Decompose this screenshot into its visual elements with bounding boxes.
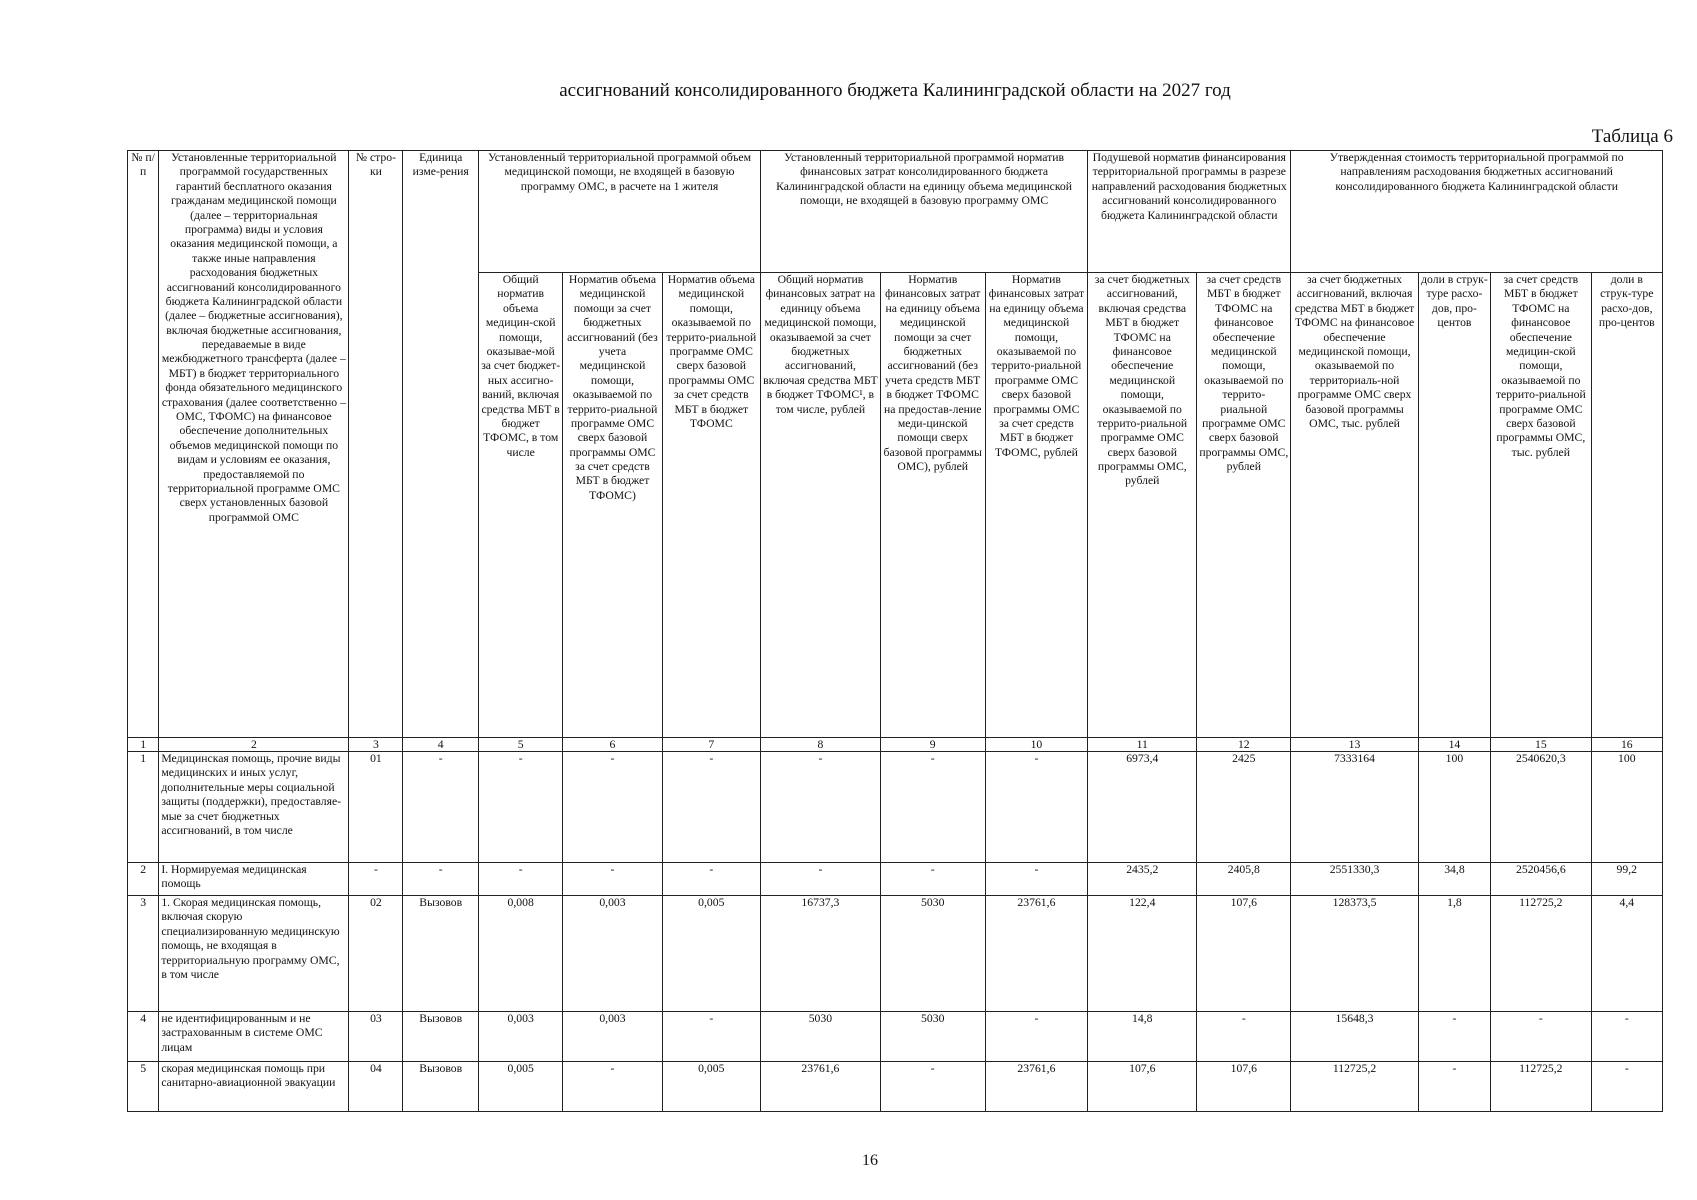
column-number: 10 — [985, 738, 1088, 752]
row-cell: 23761,6 — [760, 1062, 880, 1112]
header-col-5: Общий норматив объема медицин-ской помощи, оказывае-мой за счет бюджет-ных ассигно-ваний, включая средства МБТ в бюджет ТФОМС, в том числе — [479, 273, 563, 738]
row-cell: 0,005 — [662, 896, 760, 1012]
row-cell: - — [1418, 1062, 1490, 1112]
header-group-cost: Установленный территориальной программой норматив финансовых затрат консолидированного бюджета Калининградской области на единицу объема медицинской помощи, не входящей в базовую программу ОМС — [760, 151, 1087, 273]
row-cell: - — [1418, 1012, 1490, 1062]
row-cell: 2425 — [1197, 752, 1291, 863]
row-cell: 128373,5 — [1291, 896, 1418, 1012]
row-cell: - — [563, 863, 662, 896]
row-cell: 34,8 — [1418, 863, 1490, 896]
row-cell: - — [880, 863, 985, 896]
table-label: Таблица 6 — [1591, 126, 1673, 147]
budget-table — [127, 150, 1663, 1112]
row-cell: - — [662, 1012, 760, 1062]
table-row — [128, 1062, 1663, 1112]
row-cell: 100 — [1591, 752, 1662, 863]
table-row — [128, 896, 1663, 1012]
row-unit: Вызовов — [403, 896, 479, 1012]
column-number: 15 — [1491, 738, 1591, 752]
header-col-9: Норматив финансовых затрат на единицу объема медицинской помощи за счет бюджетных ассигнований (без учета средств МБТ в бюджет ТФОМС на предостав-ление меди-цинской помощи сверх базовой программы ОМС), рублей — [880, 273, 985, 738]
header-col-number: № п/п — [128, 151, 159, 738]
row-cell: - — [760, 863, 880, 896]
row-number: 5 — [128, 1062, 159, 1112]
row-cell: 2551330,3 — [1291, 863, 1418, 896]
header-col-15: за счет средств МБТ в бюджет ТФОМС на финансовое обеспечение медицин-ской помощи, оказываемой по террито-риальной программе ОМС сверх базовой программы ОМС, тыс. рублей — [1491, 273, 1591, 738]
row-cell: 112725,2 — [1491, 1062, 1591, 1112]
row-cell: 14,8 — [1088, 1012, 1197, 1062]
table-row — [128, 752, 1663, 863]
header-col-16: доли в струк-туре расхо-дов, про-центов — [1591, 273, 1662, 738]
header-group-total: Утвержденная стоимость территориальной программой по направлениям расходования бюджетных ассигнований консолидированного бюджета Калининградской области — [1291, 151, 1663, 273]
row-cell: 5030 — [880, 896, 985, 1012]
row-cell: 0,003 — [563, 1012, 662, 1062]
column-number-row — [128, 738, 1663, 752]
row-cell: - — [479, 863, 563, 896]
table-row — [128, 863, 1663, 896]
row-cell: 23761,6 — [985, 1062, 1088, 1112]
row-cell: 4,4 — [1591, 896, 1662, 1012]
row-cell: - — [880, 1062, 985, 1112]
row-cell: - — [563, 752, 662, 863]
row-cell: 15648,3 — [1291, 1012, 1418, 1062]
row-cell: 99,2 — [1591, 863, 1662, 896]
row-cell: - — [1591, 1012, 1662, 1062]
row-cell: - — [880, 752, 985, 863]
row-cell: - — [985, 1012, 1088, 1062]
row-cell: 107,6 — [1197, 896, 1291, 1012]
row-cell: 107,6 — [1088, 1062, 1197, 1112]
row-number: 2 — [128, 863, 159, 896]
row-cell: 112725,2 — [1491, 896, 1591, 1012]
row-description: Медицинская помощь, прочие виды медицинских и иных услуг, дополнительные меры социальной защиты (поддержки), предоставляе-мые за счет бюджетных ассигнований, в том числе — [159, 752, 349, 863]
row-cell: 16737,3 — [760, 896, 880, 1012]
row-cell: 0,003 — [563, 896, 662, 1012]
column-number: 4 — [403, 738, 479, 752]
row-cell: 23761,6 — [985, 896, 1088, 1012]
row-cell: 107,6 — [1197, 1062, 1291, 1112]
row-line: 04 — [349, 1062, 403, 1112]
column-number: 13 — [1291, 738, 1418, 752]
column-number: 2 — [159, 738, 349, 752]
row-cell: 2435,2 — [1088, 863, 1197, 896]
row-line: - — [349, 863, 403, 896]
column-number: 8 — [760, 738, 880, 752]
header-group-percapita: Подушевой норматив финансирования территориальной программы в разрезе направлений расходования бюджетных ассигнований консолидированного бюджета Калининградской области — [1088, 151, 1291, 273]
header-col-11: за счет бюджетных ассигнований, включая средства МБТ в бюджет ТФОМС на финансовое обеспечение медицинской помощи, оказываемой по террито-риальной программе ОМС сверх базовой программы ОМС, рублей — [1088, 273, 1197, 738]
row-description: I. Нормируемая медицинская помощь — [159, 863, 349, 896]
column-number: 14 — [1418, 738, 1490, 752]
row-cell: 0,005 — [662, 1062, 760, 1112]
row-cell: - — [760, 752, 880, 863]
column-number: 11 — [1088, 738, 1197, 752]
table-row — [128, 1012, 1663, 1062]
row-cell: 112725,2 — [1291, 1062, 1418, 1112]
row-description: не идентифицированным и не застрахованным в системе ОМС лицам — [159, 1012, 349, 1062]
row-description: 1. Скорая медицинская помощь, включая скорую специализированную медицинскую помощь, не входящая в территориальную программу ОМС, в том числе — [159, 896, 349, 1012]
document-title: ассигнований консолидированного бюджета Калининградской области на 2027 год — [559, 80, 1231, 101]
header-col-line: № стро-ки — [349, 151, 403, 738]
row-cell: - — [1591, 1062, 1662, 1112]
row-cell: 2405,8 — [1197, 863, 1291, 896]
column-number: 16 — [1591, 738, 1662, 752]
column-number: 1 — [128, 738, 159, 752]
row-cell: 2520456,6 — [1491, 863, 1591, 896]
row-unit: - — [403, 863, 479, 896]
row-cell: 5030 — [880, 1012, 985, 1062]
row-cell: - — [662, 863, 760, 896]
column-number: 12 — [1197, 738, 1291, 752]
header-col-14: доли в струк-туре расхо-дов, про-центов — [1418, 273, 1490, 738]
row-cell: 7333164 — [1291, 752, 1418, 863]
row-cell: - — [1197, 1012, 1291, 1062]
row-cell: - — [985, 752, 1088, 863]
row-number: 4 — [128, 1012, 159, 1062]
header-group-volume: Установленный территориальной программой объем медицинской помощи, не входящей в базовую программу ОМС, в расчете на 1 жителя — [479, 151, 761, 273]
row-cell: 0,008 — [479, 896, 563, 1012]
row-cell: - — [563, 1062, 662, 1112]
header-col-6: Норматив объема медицинской помощи за счет бюджетных ассигнований (без учета медицинской помощи, оказываемой по террито-риальной программе ОМС сверх базовой программы ОМС за счет средств МБТ в бюджет ТФОМС) — [563, 273, 662, 738]
column-number: 3 — [349, 738, 403, 752]
row-cell: 100 — [1418, 752, 1490, 863]
row-number: 1 — [128, 752, 159, 863]
row-description: скорая медицинская помощь при санитарно-авиационной эвакуации — [159, 1062, 349, 1112]
row-line: 02 — [349, 896, 403, 1012]
header-col-unit: Единица изме-рения — [403, 151, 479, 738]
column-number: 9 — [880, 738, 985, 752]
column-number: 6 — [563, 738, 662, 752]
row-cell: 2540620,3 — [1491, 752, 1591, 863]
row-cell: 1,8 — [1418, 896, 1490, 1012]
header-col-13: за счет бюджетных ассигнований, включая средства МБТ в бюджет ТФОМС на финансовое обеспечение медицинской помощи, оказываемой по территориаль-ной программе ОМС сверх базовой программы ОМС, тыс. рублей — [1291, 273, 1418, 738]
row-cell: - — [662, 752, 760, 863]
header-col-description: Установленные территориальной программой государственных гарантий бесплатного оказания гражданам медицинской помощи (далее – территориальная программа) виды и условия оказания медицинской помощи, а также иные направления расходования бюджетных ассигнований консолидированного бюджета Калининградской области (далее – бюджетные ассигнования), включая бюджетные ассигнования, передаваемые в виде межбюджетного трансферта (далее – МБТ) в бюджет территориального фонда обязательного медицинского страхования (далее соответственно – ОМС, ТФОМС) на финансовое обеспечение дополнительных объемов медицинской помощи по видам и условиям ее оказания, предоставляемой по территориальной программе ОМС сверх установленных базовой программой ОМС — [159, 151, 349, 738]
row-line: 03 — [349, 1012, 403, 1062]
column-number: 7 — [662, 738, 760, 752]
row-cell: 122,4 — [1088, 896, 1197, 1012]
row-cell: - — [985, 863, 1088, 896]
row-cell: 0,003 — [479, 1012, 563, 1062]
row-cell: 0,005 — [479, 1062, 563, 1112]
header-col-8: Общий норматив финансовых затрат на единицу объема медицинской помощи, оказываемой за счет бюджетных ассигнований, включая средства МБТ в бюджет ТФОМС¹, в том числе, рублей — [760, 273, 880, 738]
header-col-7: Норматив объема медицинской помощи, оказываемой по террито-риальной программе ОМС сверх базовой программы ОМС за счет средств МБТ в бюджет ТФОМС — [662, 273, 760, 738]
row-cell: - — [479, 752, 563, 863]
header-col-10: Норматив финансовых затрат на единицу объема медицинской помощи, оказываемой по террито-риальной программе ОМС сверх базовой программы ОМС за счет средств МБТ в бюджет ТФОМС, рублей — [985, 273, 1088, 738]
row-unit: Вызовов — [403, 1012, 479, 1062]
row-unit: Вызовов — [403, 1062, 479, 1112]
row-cell: 5030 — [760, 1012, 880, 1062]
header-col-12: за счет средств МБТ в бюджет ТФОМС на финансовое обеспечение медицинской помощи, оказываемой по террито-риальной программе ОМС сверх базовой программы ОМС, рублей — [1197, 273, 1291, 738]
row-cell: - — [1491, 1012, 1591, 1062]
row-cell: 6973,4 — [1088, 752, 1197, 863]
page-number: 16 — [862, 1152, 878, 1169]
row-line: 01 — [349, 752, 403, 863]
row-number: 3 — [128, 896, 159, 1012]
column-number: 5 — [479, 738, 563, 752]
row-unit: - — [403, 752, 479, 863]
